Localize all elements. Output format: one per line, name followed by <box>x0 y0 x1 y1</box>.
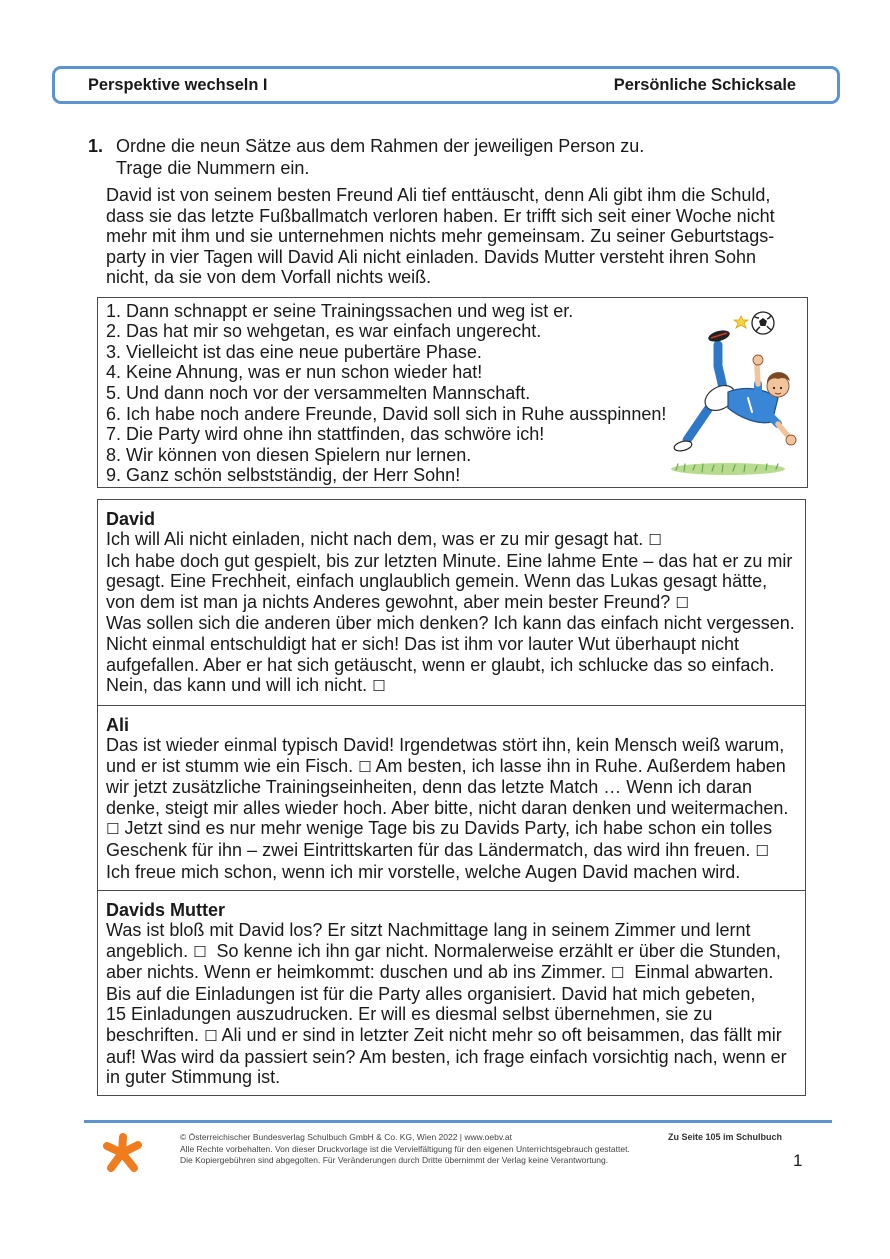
soccer-ball <box>752 312 774 334</box>
header-title-left: Perspektive wechseln I <box>88 76 268 94</box>
mother-text-line: 15 Einladungen auszudrucken. Er will es diesmal selbst übernehmen, sie zu <box>106 1004 713 1025</box>
intro-line: mehr mit ihm und sie unternehmen nichts mehr gemeinsam. Zu seiner Geburtstags- <box>106 226 775 247</box>
sentence-item: 1. Dann schnappt er seine Trainingssachen und weg ist er. <box>106 300 574 321</box>
sentence-item: 8. Wir können von diesen Spielern nur lernen. <box>106 444 472 465</box>
header-title-right: Persönliche Schicksale <box>613 76 796 94</box>
david-text-line: Ich will Ali nicht einladen, nicht nach dem, was er zu mir gesagt hat. ☐ <box>106 529 662 550</box>
answer-box[interactable]: ☐ <box>610 964 625 983</box>
david-text-line: gesagt. Eine Frechheit, einfach unglaublich gemein. Wenn das Lukas gesagt hätte, <box>106 571 768 592</box>
person-name: Davids Mutter <box>106 899 226 920</box>
intro-line: David ist von seinem besten Freund Ali tief enttäuscht, denn Ali gibt ihm die Schuld, <box>106 185 771 205</box>
david-text-line: Nicht einmal entschuldigt hat er sich! Das ist ihm vor lauter Wut überhaupt nicht <box>106 634 739 655</box>
copyright-line: © Österreichischer Bundesverlag Schulbuch GmbH & Co. KG, Wien 2022 | www.oebv.at <box>180 1132 512 1142</box>
intro-line: party in vier Tagen will David Ali nicht einladen. Davids Mutter versteht ihren Sohn <box>106 246 756 267</box>
ali-text-line: denke, steigt mir alles wieder hoch. Aber bitte, nicht daran denken und weitermachen. <box>106 797 789 818</box>
sentence-item: 4. Keine Ahnung, was er nun schon wieder hat! <box>106 362 483 383</box>
answer-box[interactable]: ☐ <box>106 820 120 839</box>
mother-text-line: Was ist bloß mit David los? Er sitzt Nachmittage lang in seinem Zimmer und lernt <box>106 920 751 941</box>
answer-box[interactable]: ☐ <box>193 942 207 961</box>
worksheet-header <box>52 66 840 104</box>
instruction-line: Trage die Nummern ein. <box>116 158 310 178</box>
david-text-line: Ich habe doch gut gespielt, bis zur letzten Minute. Eine lahme Ente – das hat er zu mir <box>106 550 793 571</box>
footer-divider <box>84 1120 832 1123</box>
person-box-mother <box>97 890 806 1096</box>
david-text-line: Nein, das kann und will ich nicht. ☐ <box>106 675 386 696</box>
ali-text-line: Geschenk für ihn – zwei Eintrittskarten für das Ländermatch, das wird ihn freuen. ☐ <box>106 840 769 861</box>
page-number: 1 <box>793 1151 803 1170</box>
answer-box[interactable]: ☐ <box>358 757 372 776</box>
oebv-asterisk-logo-icon <box>102 1133 142 1173</box>
copyright-line: Alle Rechte vorbehalten. Von dieser Druckvorlage ist die Vervielfältigung für den eigenen Unterrichtsgebrauch gestattet. <box>180 1143 630 1154</box>
player-head <box>767 372 790 397</box>
answer-box[interactable]: ☐ <box>675 593 689 612</box>
mother-text-line: beschriften. ☐ Ali und er sind in letzter Zeit nicht mehr so oft beisammen, das fällt mir <box>106 1025 782 1046</box>
intro-line: nicht, da sie von dem Vorfall nichts weiß. <box>106 267 432 288</box>
sentence-item: 7. Die Party wird ohne ihn stattfinden, das schwöre ich! <box>106 424 545 445</box>
mother-text-line: in guter Stimmung ist. <box>106 1067 281 1088</box>
task-instruction <box>116 135 644 179</box>
copyright-line: Die Kopiergebühren sind abgegolten. Für Veränderungen durch Dritte übernimmt der Verlag keine Verantwortung. <box>180 1155 609 1165</box>
logo-arms <box>107 1137 138 1168</box>
book-reference: Zu Seite 105 im Schulbuch <box>668 1132 783 1142</box>
mother-text-line: aber nichts. Wenn er heimkommt: duschen und ab ins Zimmer. ☐ Einmal abwarten. <box>106 962 774 983</box>
intro-line: dass sie das letzte Fußballmatch verloren haben. Er trifft sich seit einer Woche nicht <box>106 205 775 226</box>
impact-star <box>734 316 748 328</box>
ali-text-line: wir jetzt zusätzliche Trainingseinheiten, denn das letzte Match … Wenn ich daran <box>106 777 753 798</box>
david-text-line: von dem ist man ja nichts Anderes gewohnt, aber mein bester Freund? ☐ <box>106 591 689 612</box>
person-box-david <box>97 499 806 706</box>
ali-text-line: und er ist stumm wie ein Fisch. ☐ Am besten, ich lasse ihn in Ruhe. Außerdem haben <box>106 755 786 776</box>
answer-box[interactable]: ☐ <box>204 1027 218 1046</box>
mother-text-line: Bis auf die Einladungen ist für die Party alles organisiert. David hat mich gebeten, <box>106 983 756 1004</box>
ali-text-line: Das ist wieder einmal typisch David! Irgendetwas stört ihn, kein Mensch weiß warum, <box>106 735 785 756</box>
david-text-line: aufgefallen. Aber er hat sich getäuscht, wenn er glaubt, ich schlucke das so einfach. <box>106 654 775 675</box>
answer-box[interactable]: ☐ <box>372 677 386 696</box>
sentence-item: 6. Ich habe noch andere Freunde, David soll sich in Ruhe ausspinnen! <box>106 403 667 424</box>
copyright-notice <box>180 1132 630 1167</box>
answer-box[interactable]: ☐ <box>648 531 662 550</box>
sentence-item: 5. Und dann noch vor der versammelten Mannschaft. <box>106 383 531 404</box>
answer-box[interactable]: ☐ <box>755 842 769 861</box>
person-name: David <box>106 508 156 529</box>
person-box-ali <box>97 705 806 891</box>
david-text-line: Was sollen sich die anderen über mich denken? Ich kann das einfach nicht vergessen. <box>106 613 795 634</box>
ali-text-line: Ich freue mich schon, wenn ich mir vorstelle, welche Augen David machen wird. <box>106 861 741 882</box>
intro-paragraph <box>106 185 775 288</box>
sentence-item: 3. Vielleicht ist das eine neue pubertäre Phase. <box>106 341 482 362</box>
mother-text-line: auf! Was wird da passiert sein? Am besten, ich frage einfach vorsichtig nach, wenn er <box>106 1046 787 1067</box>
person-name: Ali <box>106 714 130 735</box>
grass <box>671 463 785 475</box>
mother-text-line: angeblich. ☐ So kenne ich ihn gar nicht. Normalerweise erzählt er über die Stunden, <box>106 940 781 961</box>
sentence-item: 9. Ganz schön selbstständig, der Herr Sohn! <box>106 465 461 486</box>
ali-text-line: ☐ Jetzt sind es nur mehr wenige Tage bis zu Davids Party, ich habe schon ein tolles <box>106 818 773 839</box>
instruction-line: Ordne die neun Sätze aus dem Rahmen der jeweiligen Person zu. <box>116 136 645 156</box>
task-number: 1. <box>88 136 104 156</box>
soccer-player-illustration <box>660 305 804 483</box>
sentence-item: 2. Das hat mir so wehgetan, es war einfach ungerecht. <box>106 321 542 342</box>
player-figure <box>673 328 796 452</box>
